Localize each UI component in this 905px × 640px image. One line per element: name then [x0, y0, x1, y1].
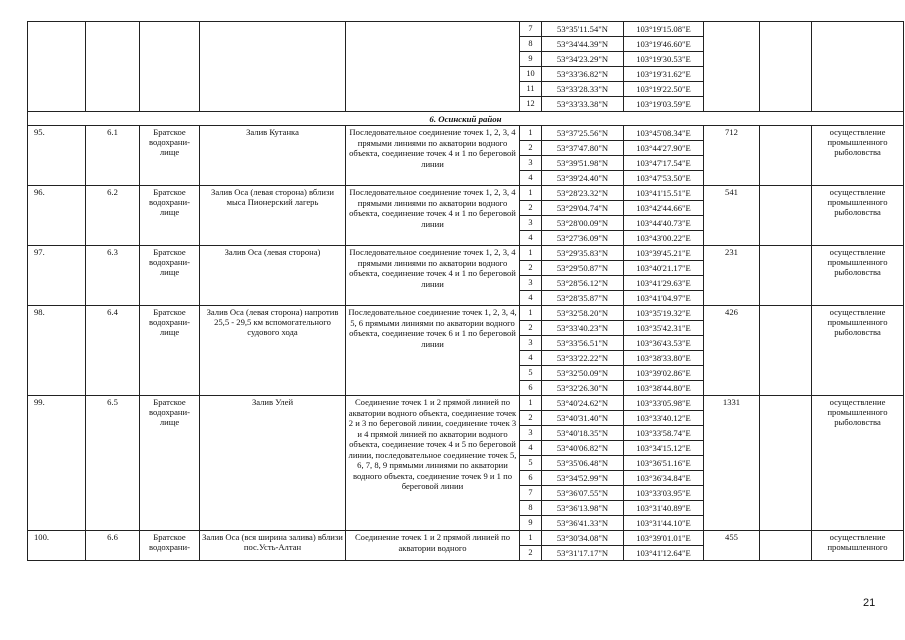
latitude: 53°32'50.09"N	[542, 366, 624, 381]
longitude: 103°34'15.12"E	[624, 441, 704, 456]
longitude: 103°40'21.17"E	[624, 261, 704, 276]
latitude: 53°34'23.29"N	[542, 52, 624, 67]
point-number: 2	[520, 141, 542, 156]
entry-number: 95.	[28, 126, 86, 186]
water-body: Братское водохрани-лище	[140, 126, 200, 186]
latitude: 53°40'18.35"N	[542, 426, 624, 441]
point-number: 8	[520, 501, 542, 516]
point-number: 4	[520, 171, 542, 186]
point-number: 6	[520, 471, 542, 486]
latitude: 53°33'36.82"N	[542, 67, 624, 82]
section-row	[28, 112, 904, 126]
table-row	[28, 186, 904, 201]
latitude: 53°36'07.55"N	[542, 486, 624, 501]
point-number: 1	[520, 306, 542, 321]
longitude: 103°35'42.31"E	[624, 321, 704, 336]
longitude: 103°43'00.22"E	[624, 231, 704, 246]
point-number: 4	[520, 441, 542, 456]
table-row	[28, 22, 904, 37]
longitude: 103°41'12.64"E	[624, 546, 704, 561]
area-name: Залив Кутанка	[200, 126, 346, 186]
entry-number: 100.	[28, 531, 86, 561]
longitude: 103°33'40.12"E	[624, 411, 704, 426]
section-title: 6. Осинский район	[28, 112, 904, 126]
boundary-description: Последовательное соединение точек 1, 2, 3, 4 прямыми линиями по акватории водного объекта, соединение точек 4 и 1 по береговой линии	[346, 186, 520, 246]
longitude: 103°36'43.53"E	[624, 336, 704, 351]
point-number: 11	[520, 82, 542, 97]
point-number: 3	[520, 216, 542, 231]
entry-subnumber: 6.6	[86, 531, 140, 561]
boundary-description: Соединение точек 1 и 2 прямой линией по акватории водного объекта, соединение точек 2 и 3 по береговой линии, соединение точек 3 и 4 прямой линией по акватории водного объекта, соединение точек 4 и 5 по береговой линии, последовательное соединение точек 5, 6, 7, 8, 9 прямыми линиями по акватории водного объекта, соединение точек 9 и 1 по береговой линии	[346, 396, 520, 531]
empty-cell	[760, 126, 812, 186]
point-number: 2	[520, 321, 542, 336]
point-number: 9	[520, 52, 542, 67]
point-number: 1	[520, 126, 542, 141]
longitude: 103°19'22.50"E	[624, 82, 704, 97]
longitude: 103°47'53.50"E	[624, 171, 704, 186]
latitude: 53°40'06.82"N	[542, 441, 624, 456]
water-body: Братское водохрани-лище	[140, 396, 200, 531]
latitude: 53°27'36.09"N	[542, 231, 624, 246]
longitude: 103°19'46.60"E	[624, 37, 704, 52]
purpose: осуществление промышленного рыболовства	[812, 396, 904, 531]
area-value: 541	[704, 186, 760, 246]
cont-extra-cell	[760, 22, 812, 112]
page-number: 21	[863, 597, 876, 609]
purpose: осуществление промышленного рыболовства	[812, 306, 904, 396]
point-number: 3	[520, 156, 542, 171]
area-value: 455	[704, 531, 760, 561]
latitude: 53°35'11.54"N	[542, 22, 624, 37]
latitude: 53°40'24.62"N	[542, 396, 624, 411]
latitude: 53°33'22.22"N	[542, 351, 624, 366]
empty-cell	[760, 531, 812, 561]
latitude: 53°36'13.98"N	[542, 501, 624, 516]
longitude: 103°44'40.73"E	[624, 216, 704, 231]
longitude: 103°38'33.80"E	[624, 351, 704, 366]
entry-number: 97.	[28, 246, 86, 306]
longitude: 103°19'15.08"E	[624, 22, 704, 37]
point-number: 7	[520, 486, 542, 501]
point-number: 1	[520, 531, 542, 546]
area-value: 712	[704, 126, 760, 186]
empty-cell	[760, 306, 812, 396]
longitude: 103°39'02.86"E	[624, 366, 704, 381]
area-value: 426	[704, 306, 760, 396]
boundary-description: Последовательное соединение точек 1, 2, 3, 4 прямыми линиями по акватории водного объекта, соединение точек 4 и 1 по береговой линии	[346, 246, 520, 306]
latitude: 53°32'58.20"N	[542, 306, 624, 321]
latitude: 53°32'26.30"N	[542, 381, 624, 396]
latitude: 53°29'35.83"N	[542, 246, 624, 261]
latitude: 53°34'52.99"N	[542, 471, 624, 486]
latitude: 53°33'40.23"N	[542, 321, 624, 336]
latitude: 53°28'35.87"N	[542, 291, 624, 306]
cont-number-cell	[28, 22, 86, 112]
point-number: 5	[520, 366, 542, 381]
longitude: 103°33'58.74"E	[624, 426, 704, 441]
water-body: Братское водохрани-лище	[140, 246, 200, 306]
latitude: 53°36'41.33"N	[542, 516, 624, 531]
water-body: Братское водохрани-лище	[140, 186, 200, 246]
table-row	[28, 531, 904, 546]
cont-name-cell	[200, 22, 346, 112]
point-number: 3	[520, 276, 542, 291]
latitude: 53°30'34.08"N	[542, 531, 624, 546]
longitude: 103°39'01.01"E	[624, 531, 704, 546]
longitude: 103°36'34.84"E	[624, 471, 704, 486]
longitude: 103°41'04.97"E	[624, 291, 704, 306]
entry-subnumber: 6.2	[86, 186, 140, 246]
point-number: 3	[520, 336, 542, 351]
point-number: 9	[520, 516, 542, 531]
water-body: Братское водохрани-	[140, 531, 200, 561]
entry-number: 98.	[28, 306, 86, 396]
cont-water-cell	[140, 22, 200, 112]
longitude: 103°19'30.53"E	[624, 52, 704, 67]
entry-number: 96.	[28, 186, 86, 246]
area-name: Залив Улей	[200, 396, 346, 531]
latitude: 53°29'50.87"N	[542, 261, 624, 276]
longitude: 103°38'44.80"E	[624, 381, 704, 396]
longitude: 103°39'45.21"E	[624, 246, 704, 261]
point-number: 1	[520, 246, 542, 261]
longitude: 103°36'51.16"E	[624, 456, 704, 471]
purpose: осуществление промышленного рыболовства	[812, 126, 904, 186]
point-number: 2	[520, 546, 542, 561]
entry-number: 99.	[28, 396, 86, 531]
longitude: 103°41'29.63"E	[624, 276, 704, 291]
point-number: 3	[520, 426, 542, 441]
latitude: 53°28'23.32"N	[542, 186, 624, 201]
cont-sub-cell	[86, 22, 140, 112]
latitude: 53°28'56.12"N	[542, 276, 624, 291]
point-number: 2	[520, 411, 542, 426]
latitude: 53°37'25.56"N	[542, 126, 624, 141]
table-row	[28, 306, 904, 321]
purpose: осуществление промышленного рыболовства	[812, 246, 904, 306]
empty-cell	[760, 186, 812, 246]
cont-purpose-cell	[812, 22, 904, 112]
latitude: 53°31'17.17"N	[542, 546, 624, 561]
point-number: 10	[520, 67, 542, 82]
longitude: 103°35'19.32"E	[624, 306, 704, 321]
point-number: 2	[520, 201, 542, 216]
cont-area-cell	[704, 22, 760, 112]
purpose: осуществление промышленного	[812, 531, 904, 561]
latitude: 53°33'56.51"N	[542, 336, 624, 351]
area-name: Залив Оса (левая сторона)	[200, 246, 346, 306]
longitude: 103°33'05.98"E	[624, 396, 704, 411]
entry-subnumber: 6.5	[86, 396, 140, 531]
empty-cell	[760, 396, 812, 531]
latitude: 53°28'00.09"N	[542, 216, 624, 231]
boundary-description: Соединение точек 1 и 2 прямой линией по акватории водного	[346, 531, 520, 561]
longitude: 103°31'44.10"E	[624, 516, 704, 531]
latitude: 53°35'06.48"N	[542, 456, 624, 471]
area-name: Залив Оса (левая сторона) вблизи мыса Пионерский лагерь	[200, 186, 346, 246]
point-number: 12	[520, 97, 542, 112]
point-number: 2	[520, 261, 542, 276]
longitude: 103°47'17.54"E	[624, 156, 704, 171]
entry-subnumber: 6.3	[86, 246, 140, 306]
longitude: 103°41'15.51"E	[624, 186, 704, 201]
longitude: 103°19'03.59"E	[624, 97, 704, 112]
latitude: 53°33'28.33"N	[542, 82, 624, 97]
area-name: Залив Оса (левая сторона) напротив 25,5 - 29,5 км вспомогательного судового хода	[200, 306, 346, 396]
latitude: 53°29'04.74"N	[542, 201, 624, 216]
longitude: 103°19'31.62"E	[624, 67, 704, 82]
latitude: 53°33'33.38"N	[542, 97, 624, 112]
point-number: 5	[520, 456, 542, 471]
table-row	[28, 126, 904, 141]
entry-subnumber: 6.1	[86, 126, 140, 186]
point-number: 7	[520, 22, 542, 37]
longitude: 103°31'40.89"E	[624, 501, 704, 516]
table-row	[28, 396, 904, 411]
entry-subnumber: 6.4	[86, 306, 140, 396]
water-body: Братское водохрани-лище	[140, 306, 200, 396]
longitude: 103°45'08.34"E	[624, 126, 704, 141]
latitude: 53°40'31.40"N	[542, 411, 624, 426]
point-number: 1	[520, 396, 542, 411]
empty-cell	[760, 246, 812, 306]
boundary-description: Последовательное соединение точек 1, 2, 3, 4 прямыми линиями по акватории водного объекта, соединение точек 4 и 1 по береговой линии	[346, 126, 520, 186]
point-number: 6	[520, 381, 542, 396]
latitude: 53°34'44.39"N	[542, 37, 624, 52]
latitude: 53°39'51.98"N	[542, 156, 624, 171]
boundary-description: Последовательное соединение точек 1, 2, 3, 4, 5, 6 прямыми линиями по акватории водного объекта, соединение точек 6 и 1 по береговой линии	[346, 306, 520, 396]
point-number: 4	[520, 231, 542, 246]
latitude: 53°39'24.40"N	[542, 171, 624, 186]
latitude: 53°37'47.80"N	[542, 141, 624, 156]
purpose: осуществление промышленного рыболовства	[812, 186, 904, 246]
area-name: Залив Оса (вся ширина залива) вблизи пос.Усть-Алтан	[200, 531, 346, 561]
longitude: 103°33'03.95"E	[624, 486, 704, 501]
fishing-areas-table	[27, 21, 904, 561]
point-number: 1	[520, 186, 542, 201]
longitude: 103°44'27.90"E	[624, 141, 704, 156]
area-value: 1331	[704, 396, 760, 531]
point-number: 4	[520, 291, 542, 306]
point-number: 4	[520, 351, 542, 366]
table-row	[28, 246, 904, 261]
longitude: 103°42'44.66"E	[624, 201, 704, 216]
area-value: 231	[704, 246, 760, 306]
cont-desc-cell	[346, 22, 520, 112]
point-number: 8	[520, 37, 542, 52]
